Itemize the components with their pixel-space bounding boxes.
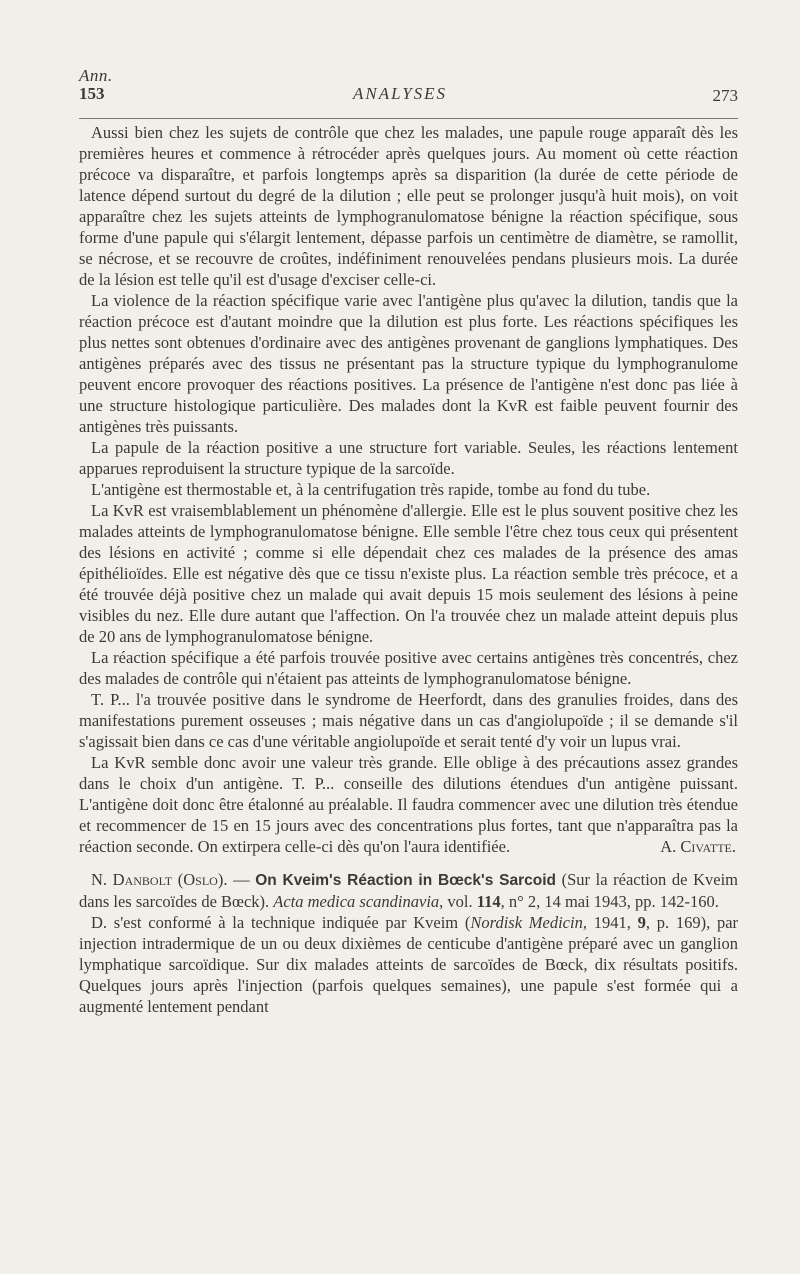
paragraph: L'antigène est thermostable et, à la centrifugation très rapide, tombe au fond du tube. <box>91 480 651 499</box>
ref-author: N. Danbolt (Oslo). <box>91 870 228 889</box>
journal-abbrev: Ann. <box>79 66 113 85</box>
para-start: D. s'est conformé à la technique indiquée par Kveim ( <box>91 913 471 932</box>
section-gap <box>79 857 738 869</box>
ref-subtitle: (Sur la réaction de Kveim dans les sarcoïdes de Bœck). <box>79 870 738 911</box>
cited-journal: Nordisk Medicin <box>470 913 583 932</box>
header-rule <box>79 118 738 119</box>
volume-number: 153 <box>79 84 105 103</box>
paragraph: La KvR est vraisemblablement un phénomène d'allergie. Elle est le plus souvent positive chez les malades atteints de lymphogranulomatose bénigne. Elle semble l'être chez tous ceux qui présentent des lésions en activité ; comme si elle dépendait chez ces malades de la présence des amas épithélioïdes. Elle est négative dès que ce tissu n'existe plus. La réaction semble très précoce, et a été trouvée déjà positive chez un malade qui avait depuis 15 mois seulement des lésions à peine visibles du nez. Elle dure autant que l'affection. On l'a trouvée chez un malade atteint depuis plus de 20 ans de lymphogranulomatose bénigne. <box>79 501 738 646</box>
ref-title: On Kveim's Réaction in Bœck's Sarcoid <box>255 872 556 889</box>
cited-volume: 9 <box>637 913 646 932</box>
page-number: 273 <box>712 86 738 105</box>
ref-vol-prefix: , vol. <box>439 892 477 911</box>
ref-volume: 114 <box>476 892 501 911</box>
paragraph: T. P... l'a trouvée positive dans le syndrome de Heerfordt, dans des granulies froides, dans des manifestations purement osseuses ; mais négative dans un cas d'angiolupoïde ; il se demande s'il s'agissait bien dans ce cas d'une véritable angiolupoïde et serait tenté d'y voir un lupus vrai. <box>79 690 738 751</box>
paragraph-last <box>79 752 738 857</box>
para-rest: , p. 169), par injection intradermique de un ou deux dixièmes de centicube d'antigène préparé avec un ganglion lymphatique sarcoïdique. Sur dix malades atteints de sarcoïdes de Bœck, dix résultats positifs. Quelques jours après l'injection (parfois quelques semaines), une papule s'est formée qui a augmenté lentement pendant <box>79 913 739 1016</box>
ref-journal: Acta medica scandinavia <box>273 892 440 911</box>
ref-dash: — <box>227 870 256 889</box>
cited-year: , 1941, <box>582 913 638 932</box>
paragraph: La violence de la réaction spécifique varie avec l'antigène plus qu'avec la dilution, tandis que la réaction précoce est d'autant moindre que la dilution est plus forte. Les réactions spécifiques les plus nettes sont obtenues d'ordinaire avec des antigènes provenant de ganglions lymphatiques. Des antigènes préparés avec des tissus ne présentant pas la structure typique du lymphogranulome peuvent encore provoquer des réactions positives. La présence de l'antigène n'est donc pas liée à une structure histologique particulière. Des malades dont la KvR est faible peuvent fournir des antigènes très puissants. <box>79 291 738 436</box>
paragraph: Aussi bien chez les sujets de contrôle que chez les malades, une papule rouge apparaît dès les premières heures et commence à rétrocéder après quelques jours. Au moment où cette réaction précoce va disparaître, et parfois longtemps après sa disparition (la durée de cette période de latence dépend surtout du degré de la dilution ; elle peut se prolonger jusqu'à huit mois), on voit apparaître chez les sujets atteints de lymphogranulomatose bénigne la réaction spécifique, sous forme d'une papule qui s'élargit lentement, dépasse parfois un centimètre de diamètre, se ramollit, se nécrose, et se recouvre de croûtes, indéfiniment renouvelées pendans plusieurs mois. La durée de la lésion est telle qu'il est d'usage d'exciser celle-ci. <box>79 123 738 289</box>
paragraph: La papule de la réaction positive a une structure fort variable. Seules, les réactions lentement apparues reproduisent la structure typique de la sarcoïde. <box>79 438 738 478</box>
article-body <box>79 122 738 1017</box>
signature: A. Civatte. <box>660 837 736 856</box>
paragraph <box>79 912 738 1017</box>
paragraph: La réaction spécifique a été parfois trouvée positive avec certains antigènes très concentrés, chez des malades de contrôle qui n'étaient pas atteints de lymphogranulomatose bénigne. <box>79 648 738 688</box>
ref-details: , n° 2, 14 mai 1943, pp. 142-160. <box>500 892 719 911</box>
paragraph-text: La KvR semble donc avoir une valeur très grande. Elle oblige à des précautions assez grandes dans le choix d'un antigène. T. P... conseille des dilutions étendues d'un antigène puissant. L'antigène doit donc être étalonné au préalable. Il faudra commencer avec une dilution très étendue et recommencer de 15 en 15 jours avec des concentrations plus fortes, tant que n'apparaîtra pas la réaction seconde. On extirpera celle-ci dès qu'on l'aura identifiée. <box>79 753 738 856</box>
reference-entry <box>79 869 738 912</box>
section-title: ANALYSES <box>352 84 448 103</box>
